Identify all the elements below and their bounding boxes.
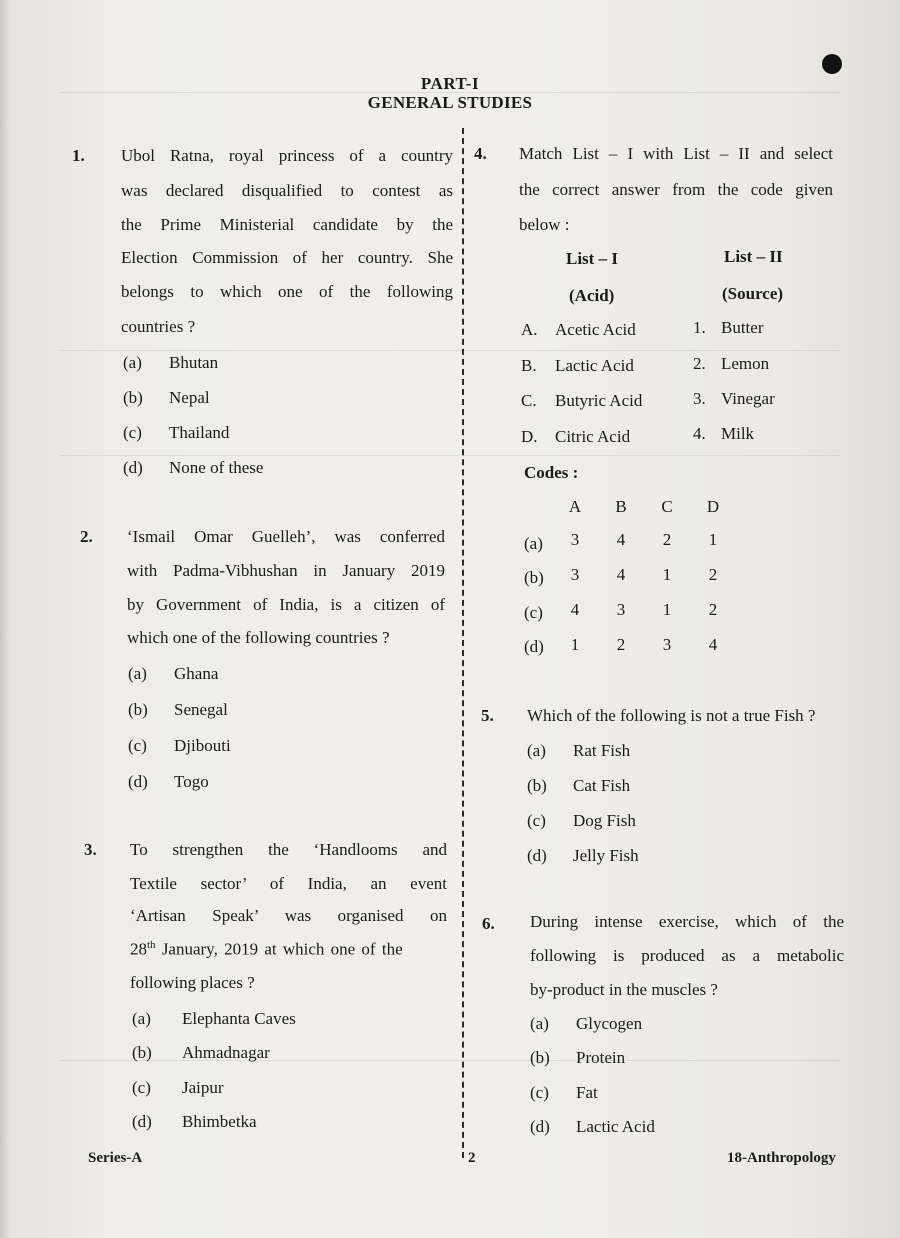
option-text: Fat	[576, 1083, 598, 1102]
option-text: Jaipur	[182, 1078, 224, 1097]
option-text: Thailand	[169, 423, 230, 442]
answer-option[interactable]	[132, 1009, 296, 1029]
footer-page-number: 2	[468, 1150, 476, 1166]
question-text-line: Election Commission of her country. She	[121, 248, 453, 267]
list1-item	[521, 427, 630, 447]
column-divider	[462, 128, 464, 1158]
option-text: Ghana	[174, 664, 219, 683]
code-value: 1	[708, 530, 718, 549]
option-label: (d)	[123, 458, 143, 477]
list-item-label: 3.	[693, 389, 706, 408]
code-value: 3	[570, 530, 580, 549]
code-value: 3	[570, 565, 580, 584]
question-number: 1.	[72, 146, 85, 165]
question-text-line: Which of the following is not a true Fish ?	[527, 706, 816, 725]
answer-option[interactable]	[530, 1083, 598, 1103]
code-value: 3	[616, 600, 626, 619]
codes-heading: Codes :	[524, 463, 579, 482]
answer-option[interactable]	[132, 1078, 224, 1098]
punch-hole	[822, 54, 842, 74]
list2-heading: List – II	[724, 247, 783, 266]
code-value: 2	[708, 600, 718, 619]
list-item-label: 2.	[693, 354, 706, 373]
option-label: (d)	[128, 772, 148, 791]
option-label: (d)	[132, 1112, 152, 1131]
answer-option[interactable]	[123, 423, 229, 443]
question-text-line: below :	[519, 215, 570, 234]
answer-option[interactable]	[527, 811, 636, 831]
list-item-label: C.	[521, 391, 537, 410]
answer-option[interactable]	[527, 846, 639, 866]
question-number: 5.	[481, 706, 494, 725]
section-heading: GENERAL STUDIES	[367, 93, 533, 112]
part-heading: PART-I	[420, 74, 480, 93]
option-text: Jelly Fish	[573, 846, 639, 865]
list-item-text: Vinegar	[721, 389, 775, 408]
answer-option[interactable]	[128, 664, 218, 684]
code-value: 4	[570, 600, 580, 619]
list-item-label: 4.	[693, 424, 706, 443]
date-rest: January, 2019 at which one of the	[155, 939, 403, 959]
answer-option[interactable]	[530, 1014, 642, 1034]
option-label: (c)	[123, 423, 142, 442]
list-item-text: Lemon	[721, 354, 770, 373]
list1-heading: List – I	[566, 249, 618, 268]
question-text-line: the correct answer from the code given	[519, 180, 833, 199]
question-text-line: Match List – I with List – II and select	[519, 144, 833, 163]
list2-item	[693, 424, 754, 444]
option-label: (c)	[527, 811, 546, 830]
list2-item	[693, 389, 775, 409]
option-label: (c)	[128, 736, 147, 755]
list1-item	[521, 391, 642, 411]
question-number: 2.	[80, 527, 93, 546]
code-column-header: A	[568, 497, 582, 516]
option-text: Togo	[174, 772, 209, 791]
option-text: Rat Fish	[573, 741, 631, 760]
option-text: Djibouti	[174, 736, 231, 755]
list2-item	[693, 354, 769, 374]
option-text: Senegal	[174, 700, 228, 719]
option-label: (d)	[527, 846, 547, 865]
list2-subheading: (Source)	[722, 284, 784, 303]
question-text-line: To strengthen the ‘Handlooms and	[130, 840, 447, 859]
list-item-label: A.	[521, 320, 538, 339]
question-text-line: by Government of India, is a citizen of	[127, 595, 445, 614]
code-option-label[interactable]: (c)	[524, 603, 543, 622]
question-text-line: Textile sector’ of India, an event	[130, 874, 447, 893]
option-text: Elephanta Caves	[182, 1009, 296, 1028]
answer-option[interactable]	[527, 776, 630, 796]
question-text-line: which one of the following countries ?	[127, 628, 390, 647]
question-text-line: was declared disqualified to contest as	[121, 181, 453, 200]
date-day: 28	[130, 939, 147, 959]
list-item-text: Butyric Acid	[555, 391, 643, 410]
code-value: 1	[570, 635, 580, 654]
list-item-label: D.	[521, 427, 538, 446]
question-text-line: with Padma-Vibhushan in January 2019	[127, 561, 445, 580]
option-text: Nepal	[169, 388, 210, 407]
footer-subject: 18-Anthropology	[727, 1150, 836, 1166]
code-column-header: B	[615, 497, 627, 516]
option-label: (d)	[530, 1117, 550, 1136]
list-item-label: 1.	[693, 318, 706, 337]
code-column-header: D	[706, 497, 720, 516]
code-value: 1	[662, 600, 672, 619]
question-text-line: ‘Artisan Speak’ was organised on	[130, 906, 447, 925]
option-label: (b)	[128, 700, 148, 719]
answer-option[interactable]	[123, 388, 210, 408]
option-label: (a)	[530, 1014, 549, 1033]
question-text-line: Ubol Ratna, royal princess of a country	[121, 146, 453, 165]
option-label: (a)	[527, 741, 546, 760]
option-text: Glycogen	[576, 1014, 643, 1033]
list1-subheading: (Acid)	[569, 286, 615, 305]
answer-option[interactable]	[128, 700, 228, 720]
answer-option[interactable]	[123, 458, 263, 478]
page-edge-shadow	[0, 0, 10, 1238]
answer-option[interactable]	[530, 1117, 655, 1137]
code-option-label[interactable]: (b)	[524, 568, 544, 587]
option-text: Cat Fish	[573, 776, 631, 795]
code-value: 1	[662, 565, 672, 584]
option-text: Dog Fish	[573, 811, 636, 830]
question-text-line: following places ?	[130, 973, 255, 992]
list2-item	[693, 318, 764, 338]
answer-option[interactable]	[132, 1043, 270, 1063]
option-label: (c)	[132, 1078, 151, 1097]
code-value: 2	[616, 635, 626, 654]
code-option-label[interactable]: (d)	[524, 637, 544, 656]
option-label: (a)	[128, 664, 147, 683]
question-text-line	[130, 939, 403, 960]
bleed-through-line	[60, 455, 840, 456]
option-text: Ahmadnagar	[182, 1043, 270, 1062]
list1-item	[521, 356, 634, 376]
answer-option[interactable]	[132, 1112, 257, 1132]
question-number: 4.	[474, 144, 487, 163]
answer-option[interactable]	[527, 741, 630, 761]
question-text-line: ‘Ismail Omar Guelleh’, was conferred	[127, 527, 445, 546]
option-label: (a)	[132, 1009, 151, 1028]
answer-option[interactable]	[128, 772, 209, 792]
answer-option[interactable]	[530, 1048, 625, 1068]
code-column-header: C	[661, 497, 673, 516]
date-suffix: th	[147, 939, 156, 951]
footer-series: Series-A	[88, 1150, 143, 1166]
question-text-line: During intense exercise, which of the	[530, 912, 844, 931]
option-text: None of these	[169, 458, 264, 477]
code-value: 4	[708, 635, 718, 654]
bleed-through-line	[60, 350, 840, 351]
code-value: 4	[616, 530, 626, 549]
code-value: 2	[662, 530, 672, 549]
option-text: Protein	[576, 1048, 626, 1067]
list-item-text: Citric Acid	[555, 427, 631, 446]
option-label: (b)	[123, 388, 143, 407]
option-label: (b)	[527, 776, 547, 795]
list1-item	[521, 320, 636, 340]
question-text-line: by-product in the muscles ?	[530, 980, 718, 999]
option-text: Bhimbetka	[182, 1112, 257, 1131]
code-value: 3	[662, 635, 672, 654]
question-text-line: belongs to which one of the following	[121, 282, 453, 301]
option-label: (b)	[530, 1048, 550, 1067]
option-label: (c)	[530, 1083, 549, 1102]
list-item-text: Butter	[721, 318, 764, 337]
list-item-label: B.	[521, 356, 537, 375]
question-text-line: countries ?	[121, 317, 196, 336]
answer-option[interactable]	[128, 736, 231, 756]
list-item-text: Lactic Acid	[555, 356, 634, 375]
code-option-label[interactable]: (a)	[524, 534, 543, 553]
question-number: 6.	[482, 914, 495, 933]
list-item-text: Acetic Acid	[555, 320, 636, 339]
question-text-line: the Prime Ministerial candidate by the	[121, 215, 453, 234]
option-label: (a)	[123, 353, 142, 372]
answer-option[interactable]	[123, 353, 218, 373]
option-label: (b)	[132, 1043, 152, 1062]
list-item-text: Milk	[721, 424, 755, 443]
option-text: Bhutan	[169, 353, 219, 372]
question-text-line: following is produced as a metabolic	[530, 946, 844, 965]
question-number: 3.	[84, 840, 97, 859]
code-value: 4	[616, 565, 626, 584]
code-value: 2	[708, 565, 718, 584]
option-text: Lactic Acid	[576, 1117, 655, 1136]
